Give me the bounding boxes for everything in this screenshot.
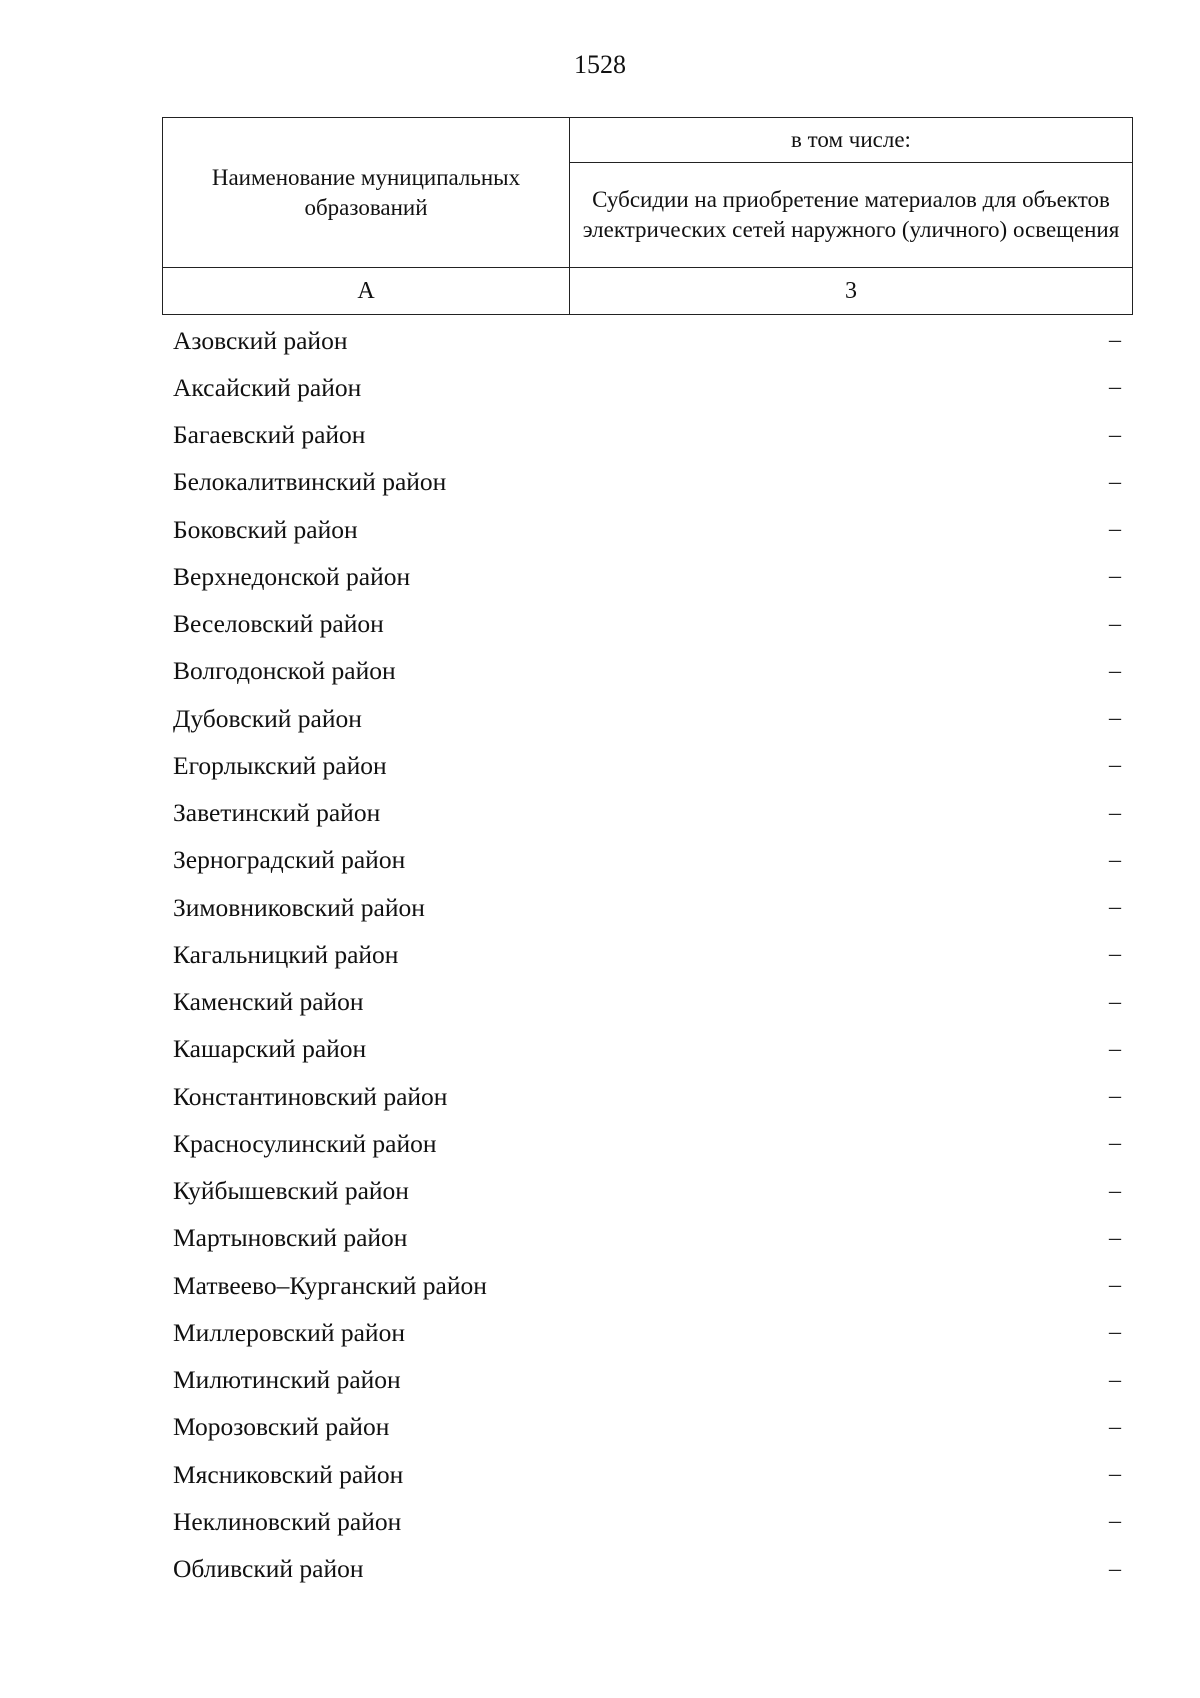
municipality-name: Боковский район [173,514,358,544]
table-row [173,1026,1123,1073]
municipality-name: Азовский район [173,325,348,355]
municipality-name: Заветинский район [173,798,381,828]
municipality-name: Красносулинский район [173,1128,437,1158]
subsidy-value: – [1109,516,1121,543]
table-row [173,837,1123,884]
table-row [173,884,1123,931]
municipality-name: Матвеево–Курганский район [173,1270,487,1300]
municipality-name: Егорлыкский район [173,750,387,780]
header-cell-group-label: в том числе: [570,118,1133,163]
subsidy-value: – [1109,1319,1121,1346]
subsidy-value: – [1109,988,1121,1015]
table-row [173,459,1123,506]
subsidy-value: – [1109,941,1121,968]
table-row [173,742,1123,789]
subsidy-value: – [1109,327,1121,354]
subsidy-value: – [1109,421,1121,448]
municipality-name: Кагальницкий район [173,939,399,969]
table-row [173,1451,1123,1498]
municipality-name: Верхнедонской район [173,561,411,591]
table-row [173,979,1123,1026]
table-row [173,1073,1123,1120]
table-row [173,931,1123,978]
subsidy-value: – [1109,846,1121,873]
header-cell-subsidy: Субсидии на приобретение материалов для объектов электрических сетей наружного (уличного) освещения [570,163,1133,268]
subsidy-value: – [1109,752,1121,779]
subsidy-value: – [1109,1130,1121,1157]
subsidy-value: – [1109,610,1121,637]
table-row [173,648,1123,695]
municipality-name: Неклиновский район [173,1506,402,1536]
table-row [173,1546,1123,1593]
municipality-name: Мартыновский район [173,1223,408,1253]
municipality-name: Куйбышевский район [173,1176,409,1206]
subsidy-value: – [1109,1177,1121,1204]
subsidy-value: – [1109,1224,1121,1251]
page-number: 1528 [574,50,626,79]
municipality-name: Миллеровский район [173,1317,405,1347]
subsidy-value: – [1109,1272,1121,1299]
header-cell-municipality: Наименование муниципальных образований [163,118,570,268]
subsidy-value: – [1109,657,1121,684]
table-row [173,1309,1123,1356]
subsidy-value: – [1109,1083,1121,1110]
subsidy-value: – [1109,374,1121,401]
subsidy-value: – [1109,563,1121,590]
table-row [173,1404,1123,1451]
table-row [173,601,1123,648]
table-row [173,1262,1123,1309]
table-header [162,117,1133,315]
header-row-group [163,118,1133,163]
municipality-name: Багаевский район [173,420,366,450]
municipality-name: Обливский район [173,1554,364,1584]
municipality-name: Аксайский район [173,372,362,402]
table-row [173,364,1123,411]
subsidy-value: – [1109,1555,1121,1582]
subsidy-value: – [1109,705,1121,732]
municipality-name: Константиновский район [173,1081,448,1111]
municipality-name: Веселовский район [173,609,384,639]
municipality-name: Зимовниковский район [173,892,425,922]
table-row [173,1168,1123,1215]
municipality-name: Волгодонской район [173,656,396,686]
table-row [173,1120,1123,1167]
subsidy-value: – [1109,799,1121,826]
subsidy-value: – [1109,1366,1121,1393]
header-cell-index-a: А [163,268,570,315]
table-row [173,506,1123,553]
municipality-name: Милютинский район [173,1365,401,1395]
municipality-name: Морозовский район [173,1412,390,1442]
table-row [173,790,1123,837]
table-row [173,412,1123,459]
table-row [173,1498,1123,1545]
table-row [173,695,1123,742]
header-cell-index-3: 3 [570,268,1133,315]
subsidy-value: – [1109,894,1121,921]
municipality-name: Зерноградский район [173,845,406,875]
subsidy-value: – [1109,468,1121,495]
municipality-name: Кашарский район [173,1034,367,1064]
municipality-name: Белокалитвинский район [173,467,447,497]
table-row [173,1215,1123,1262]
municipality-name: Мясниковский район [173,1459,404,1489]
subsidy-value: – [1109,1413,1121,1440]
municipality-name: Дубовский район [173,703,362,733]
subsidy-value: – [1109,1461,1121,1488]
subsidy-value: – [1109,1508,1121,1535]
table-row [173,317,1123,364]
table-row [173,553,1123,600]
subsidy-value: – [1109,1035,1121,1062]
municipality-list [173,317,1123,1593]
header-row-index [163,268,1133,315]
municipality-name: Каменский район [173,987,364,1017]
table-row [173,1357,1123,1404]
